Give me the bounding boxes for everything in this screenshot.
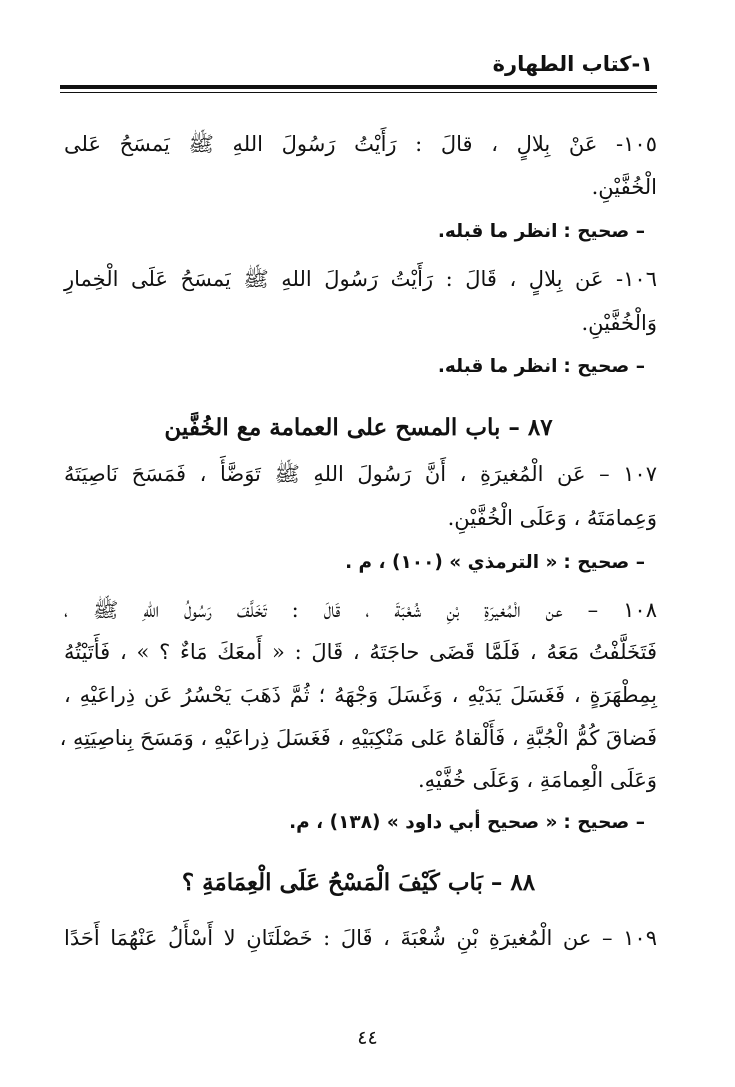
hadith-105-grade	[438, 217, 645, 247]
hadith-106-line-1: ١٠٦- عَن بِلالٍ ، قَالَ : رَأَيْتُ رَسُولَ اللهِ ﷺ يَمسَحُ عَلَى الْخِمارِ	[64, 267, 657, 291]
hadith-108-grade	[289, 808, 645, 838]
grade-note: انظر ما قبله.	[437, 221, 558, 242]
hadith-105-line-1: ١٠٥- عَنْ بِلالٍ ، قالَ : رَأَيْتُ رَسُولَ اللهِ ﷺ يَمسَحُ عَلى	[64, 132, 657, 156]
grade-note: انظر ما قبله.	[437, 356, 558, 377]
hadith-108-line-5: وَعَلَى الْعِمامَةِ ، وَعَلَى خُفَّيْهِ.	[417, 768, 657, 792]
hadith-105-line-2: الْخُفَّيْنِ.	[591, 175, 657, 199]
hadith-109-line-1: ١٠٩ – عن الْمُغيرَةِ بْنِ شُعْبَةَ ، قَالَ : خَصْلَتَانِ لا أَسْأَلُ عَنْهُمَا أَحَدًا	[64, 926, 657, 950]
running-header: ١-كتاب الطهارة	[492, 52, 653, 76]
chapter-88-heading: ٨٨ – بَاب كَيْفَ الْمَسْحُ عَلَى الْعِمَامَةِ ؟	[181, 869, 536, 896]
hadith-108-line-4: فَضاقَ كُمُّ الْجُبَّةِ ، فَأَلْقاهُ عَلى مَنْكِبَيْهِ ، فَغَسَلَ ذِراعَيْهِ ، وَمَسَحَ بِناصِيَتِهِ ،	[59, 726, 657, 750]
hadith-107-line-1: ١٠٧ – عَن الْمُغيرَةِ ، أَنَّ رَسُولَ اللهِ ﷺ تَوَضَّأَ ، فَمَسَحَ نَاصِيَتَهُ	[64, 462, 657, 486]
header-rule	[60, 85, 657, 89]
hadith-108-line-3: بِمِطْهَرَةٍ ، فَغَسَلَ يَدَيْهِ ، وَغَسَلَ وَجْهَهُ ؛ ثُمَّ ذَهَبَ يَحْسُرُ عَن ذِراعَيْهِ ،	[64, 683, 657, 707]
grade-label: – صحيح :	[563, 812, 645, 833]
hadith-106-grade	[438, 352, 645, 382]
grade-label: – صحيح :	[563, 221, 645, 242]
hadith-107-grade	[345, 548, 645, 578]
hadith-108-line-1: ١٠٨ – عن الْمُغيرَةِ بْنِ شُعْبَةَ ، قَالَ : تَخَلَّفَ رَسُولُ اللهِ ﷺ ،	[64, 598, 657, 622]
grade-label: – صحيح :	[563, 356, 645, 377]
grade-note: « صحيح أبي داود » (١٣٨) ، م.	[289, 812, 558, 833]
hadith-106-line-2: وَالْخُفَّيْنِ.	[581, 311, 657, 335]
grade-label: – صحيح :	[563, 552, 645, 573]
header-rule-thin	[60, 92, 657, 93]
page-number: ٤٤	[357, 1027, 378, 1049]
hadith-107-line-2: وَعِمامَتَهُ ، وَعَلَى الْخُفَّيْنِ.	[447, 506, 657, 530]
grade-note: « الترمذي » (١٠٠) ، م .	[345, 552, 558, 573]
chapter-87-heading: ٨٧ – باب المسح على العمامة مع الخُفَّين	[164, 414, 553, 441]
hadith-108-line-2: فَتَخَلَّفْتُ مَعَهُ ، فَلَمَّا قَضَى حاجَتَهُ ، قَالَ : « أَمعَكَ مَاءٌ ؟ » ، فَأَتَيْتُهُ	[64, 640, 657, 664]
